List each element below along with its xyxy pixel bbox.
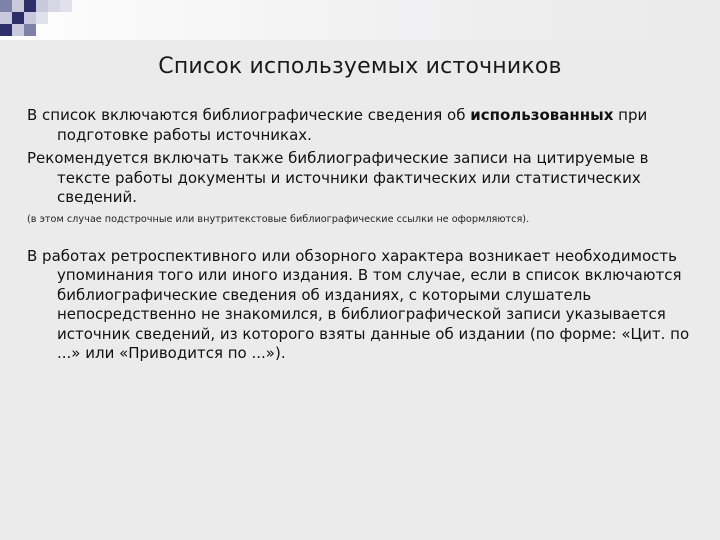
header-decoration — [0, 0, 720, 40]
slide-body — [27, 106, 697, 364]
p1-prefix: В список включаются библиографические сведения об — [27, 106, 471, 124]
p1-suffix: при подготовке работы источниках. — [57, 106, 648, 144]
paragraph-retrospective-works: В работах ретроспективного или обзорного характера возникает необходимость упоминания того или иного издания. В том случае, если в список включаются библиографические сведения об изданиях, с которыми слушатель непосредственно не знакомился, в библиографической записи указывается источник сведений, из которого взяты данные об издании (по форме: «Цит. по ...» или «Приводится по ...»). — [27, 246, 690, 362]
p1-bold-term: использованных — [470, 106, 614, 124]
footnote-remark: (в этом случае подстрочные или внутритекстовые библиографические ссылки не оформляются). — [27, 213, 530, 225]
slide-title: Список используемых источников — [158, 54, 562, 79]
paragraph-included-sources — [27, 106, 697, 145]
paragraph-recommendation: Рекомендуется включать также библиографические записи на цитируемые в тексте работы документы и источники фактических или статистических сведений. — [27, 149, 649, 206]
